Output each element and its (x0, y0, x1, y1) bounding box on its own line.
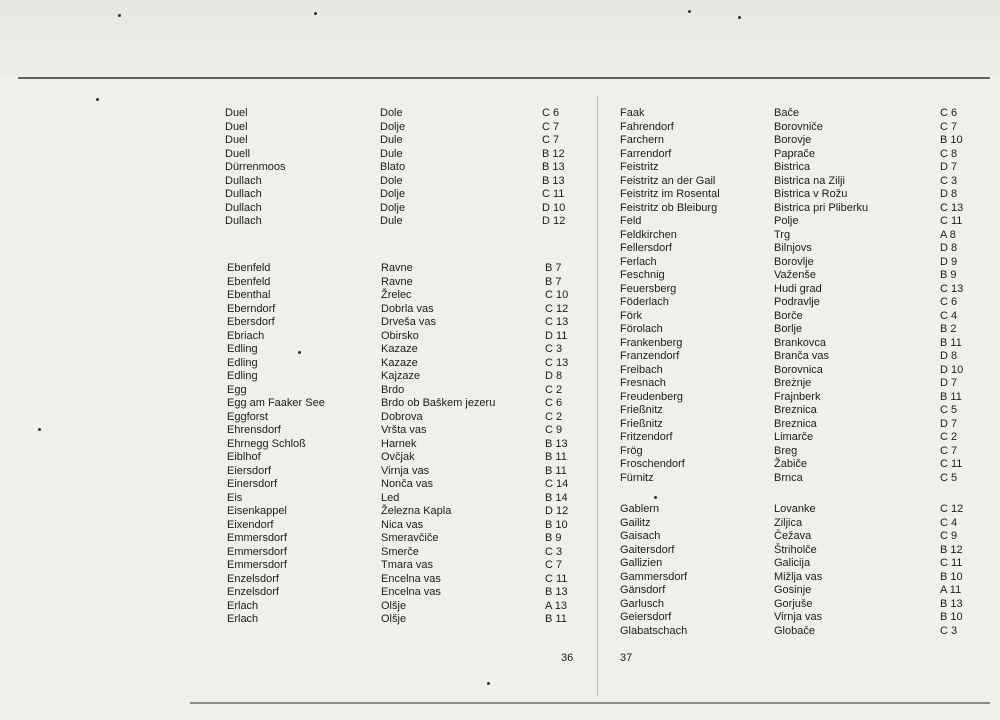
right-slovene-group1 (774, 107, 868, 485)
scan-speck (487, 682, 490, 685)
page-gutter (597, 96, 598, 696)
entry-german: Eiersdorf (227, 464, 272, 477)
entry-grid: B 10 (940, 134, 963, 146)
entry-slovene: Železna Kapla (381, 505, 452, 517)
entry-grid: B 13 (545, 586, 568, 598)
right-grid-group1 (940, 107, 963, 485)
entry-grid: C 3 (545, 545, 563, 558)
entry-german: Geiersdorf (620, 611, 672, 623)
entry-grid: C 7 (542, 120, 560, 133)
entry-grid: B 12 (542, 147, 565, 160)
entry-grid: B 2 (940, 323, 957, 335)
entry-german: Gaisach (620, 530, 661, 542)
entry-slovene: Paprače (774, 147, 815, 160)
entry-german: Emmersdorf (227, 532, 287, 544)
entry-grid: C 7 (542, 134, 560, 146)
entry-slovene: Olšje (381, 599, 407, 612)
entry-slovene: Nonča vas (381, 478, 433, 490)
entry-german: Ebersdorf (227, 316, 275, 328)
entry-grid: C 6 (545, 397, 563, 409)
entry-grid: C 9 (545, 424, 563, 436)
entry-slovene: Limarče (774, 431, 814, 443)
entry-grid: A 11 (940, 584, 962, 596)
entry-slovene: Važenše (774, 269, 816, 281)
entry-grid: C 12 (545, 302, 569, 315)
entry-slovene: Vršta vas (381, 424, 427, 436)
entry-grid: C 13 (940, 201, 964, 214)
entry-slovene: Borovlje (774, 255, 814, 268)
page-top-rule (18, 77, 990, 79)
entry-grid: C 6 (940, 296, 958, 308)
entry-slovene: Podravlje (774, 296, 820, 308)
entry-grid: C 9 (940, 530, 958, 542)
entry-german: Freudenberg (620, 390, 683, 403)
entry-grid: C 6 (940, 107, 958, 119)
entry-slovene: Tmara vas (381, 559, 433, 571)
entry-grid: D 8 (940, 188, 958, 200)
entry-slovene: Štriholče (774, 543, 817, 556)
entry-grid: C 3 (940, 624, 958, 637)
entry-german: Egg (227, 383, 247, 396)
entry-slovene: Smeravčiče (381, 532, 439, 544)
entry-grid: C 11 (542, 188, 565, 200)
entry-german: Edling (227, 370, 258, 382)
entry-slovene: Drveša vas (381, 316, 437, 328)
entry-slovene: Mižlja vas (774, 570, 823, 583)
entry-german: Feld (620, 215, 642, 227)
entry-grid: A 13 (545, 599, 568, 612)
entry-german: Duel (225, 107, 248, 119)
entry-grid: C 13 (940, 282, 964, 295)
entry-german: Erlach (227, 613, 259, 625)
entry-grid: B 7 (545, 262, 562, 274)
entry-grid: D 9 (940, 255, 958, 268)
entry-german: Dullach (225, 174, 262, 187)
entry-german: Emmersdorf (227, 559, 287, 571)
entry-slovene: Smerče (381, 545, 419, 558)
entry-german: Eggforst (227, 410, 268, 423)
scan-speck (738, 16, 741, 19)
entry-grid: B 11 (545, 451, 567, 463)
entry-german: Fahrendorf (620, 120, 674, 133)
entry-grid: C 11 (545, 572, 568, 585)
entry-slovene: Bistrica na Zilji (774, 174, 845, 187)
left-grid-group1 (542, 107, 565, 229)
entry-german: Ehrensdorf (227, 424, 281, 436)
scan-speck (38, 428, 41, 431)
entry-grid: C 4 (940, 516, 958, 529)
entry-german: Ebenfeld (227, 275, 271, 288)
entry-slovene: Polje (774, 215, 799, 227)
entry-german: Eiblhof (227, 451, 261, 463)
entry-german: Eis (227, 491, 243, 504)
entry-grid: B 10 (940, 570, 963, 583)
entry-grid: B 14 (545, 491, 568, 504)
entry-slovene: Žrelec (381, 289, 412, 301)
entry-slovene: Dole (380, 107, 403, 119)
entry-slovene: Borovniče (774, 120, 823, 133)
entry-slovene: Dole (380, 174, 403, 187)
entry-slovene: Branča vas (774, 350, 830, 362)
entry-german: Duel (225, 120, 248, 133)
page-number-left: 36 (561, 652, 574, 664)
entry-slovene: Bistrica pri Pliberku (774, 201, 869, 214)
entry-german: Dullach (225, 201, 262, 214)
entry-german: Fritzendorf (620, 431, 673, 443)
entry-german: Feistritz an der Gail (620, 174, 716, 187)
entry-slovene: Breżnje (774, 377, 812, 389)
page-number-right: 37 (620, 652, 633, 664)
entry-slovene: Virnja vas (774, 611, 823, 623)
entry-slovene: Čežava (774, 530, 812, 542)
entry-slovene: Dobrla vas (381, 302, 434, 315)
entry-grid: B 13 (940, 597, 963, 610)
entry-slovene: Hudi grad (774, 282, 822, 295)
entry-german: Gablern (620, 503, 660, 515)
entry-slovene: Blato (380, 161, 406, 173)
entry-grid: D 12 (542, 215, 566, 227)
entry-grid: C 6 (542, 107, 560, 119)
entry-slovene: Obirsko (381, 329, 419, 342)
entry-german: Garlusch (620, 597, 665, 610)
entry-grid: C 7 (940, 120, 958, 133)
entry-grid: D 8 (940, 350, 958, 362)
entry-slovene: Breznica (774, 404, 817, 416)
entry-grid: D 12 (545, 505, 569, 517)
entry-grid: C 3 (545, 343, 563, 355)
entry-grid: B 9 (940, 269, 957, 281)
entry-german: Eberndorf (227, 302, 276, 315)
entry-slovene: Dule (380, 134, 403, 146)
entry-german: Glabatschach (620, 624, 688, 637)
entry-slovene: Breg (774, 444, 798, 457)
entry-german: Fresnach (620, 377, 666, 389)
entry-slovene: Harnek (381, 437, 417, 450)
entry-grid: B 11 (940, 336, 962, 349)
entry-slovene: Encelna vas (381, 572, 441, 585)
left-german-group1 (225, 107, 286, 229)
entry-slovene: Frajnberk (774, 390, 821, 403)
entry-german: Ebenthal (227, 289, 271, 301)
entry-slovene: Borovnica (774, 363, 823, 376)
entry-slovene: Borlje (774, 323, 803, 335)
entry-grid: D 8 (940, 242, 958, 254)
entry-grid: C 13 (545, 356, 569, 369)
entry-german: Feldkirchen (620, 228, 677, 241)
entry-slovene: Gorjuše (774, 597, 813, 610)
entry-german: Ferlach (620, 255, 657, 268)
entry-grid: B 9 (545, 532, 562, 544)
entry-grid: D 7 (940, 417, 958, 430)
entry-german: Eixendorf (227, 518, 274, 531)
entry-slovene: Žabiče (774, 458, 808, 470)
entry-german: Duel (225, 134, 248, 146)
entry-slovene: Led (381, 491, 400, 504)
entry-german: Enzelsdorf (227, 586, 279, 598)
entry-slovene: Lovanke (774, 503, 816, 515)
entry-slovene: Dule (380, 215, 403, 227)
entry-grid: D 7 (940, 377, 958, 389)
entry-german: Ebenfeld (227, 262, 271, 274)
entry-german: Feistritz ob Bleiburg (620, 201, 718, 214)
entry-grid: C 4 (940, 309, 958, 322)
entry-slovene: Virnja vas (381, 464, 430, 477)
entry-grid: C 5 (940, 471, 958, 484)
entry-slovene: Borovje (774, 134, 812, 146)
entry-german: Gammersdorf (620, 570, 688, 583)
entry-german: Feistritz im Rosental (620, 188, 720, 200)
right-grid-group2 (940, 503, 963, 638)
entry-grid: B 12 (940, 543, 963, 556)
entry-german: Fürnitz (620, 471, 654, 484)
entry-german: Fellersdorf (620, 242, 672, 254)
entry-slovene: Gosinje (774, 584, 812, 596)
entry-slovene: Galicija (774, 557, 811, 569)
entry-slovene: Brdo ob Baškem jezeru (381, 397, 496, 409)
entry-german: Frankenberg (620, 336, 683, 349)
entry-german: Faak (620, 107, 645, 119)
entry-german: Einersdorf (227, 478, 278, 490)
entry-grid: B 13 (542, 161, 565, 173)
entry-grid: C 14 (545, 478, 569, 490)
scan-speck (118, 14, 121, 17)
entry-grid: B 13 (542, 174, 565, 187)
entry-german: Edling (227, 356, 258, 369)
entry-grid: B 10 (545, 518, 568, 531)
entry-slovene: Kajzaze (381, 370, 421, 382)
entry-slovene: Bistrica v Rožu (774, 188, 848, 200)
entry-grid: D 10 (940, 363, 964, 376)
right-german-group1 (620, 107, 720, 485)
entry-grid: C 10 (545, 289, 569, 301)
entry-grid: B 10 (940, 611, 963, 623)
entry-grid: C 7 (545, 559, 563, 571)
entry-grid: C 8 (940, 147, 958, 160)
entry-german: Egg am Faaker See (227, 397, 325, 409)
entry-grid: C 11 (940, 557, 963, 569)
entry-slovene: Dolje (380, 188, 406, 200)
entry-german: Freibach (620, 363, 663, 376)
entry-german: Ebriach (227, 329, 265, 342)
entry-german: Gallizien (620, 557, 663, 569)
entry-slovene: Nica vas (381, 518, 424, 531)
entry-grid: C 11 (940, 458, 963, 470)
entry-slovene: Dobrova (381, 410, 423, 423)
entry-german: Frießnitz (620, 404, 663, 416)
entry-grid: C 12 (940, 503, 964, 515)
entry-grid: C 3 (940, 174, 958, 187)
scan-speck (654, 496, 657, 499)
entry-german: Frög (620, 444, 643, 457)
entry-german: Ehrnegg Schloß (227, 437, 306, 450)
entry-slovene: Bistrica (774, 161, 811, 173)
entry-slovene: Bilnjovs (774, 242, 812, 254)
entry-slovene: Bače (774, 107, 800, 119)
entry-grid: C 11 (940, 215, 963, 227)
scan-speck (314, 12, 317, 15)
entry-german: Dullach (225, 215, 262, 227)
entry-slovene: Dolje (380, 120, 406, 133)
entry-german: Dürrenmoos (225, 161, 286, 173)
entry-grid: D 10 (542, 201, 566, 214)
entry-slovene: Brnca (774, 471, 803, 484)
entry-grid: D 7 (940, 161, 958, 173)
right-german-group2 (620, 503, 687, 638)
entry-grid: D 11 (545, 329, 568, 342)
entry-german: Feuersberg (620, 282, 677, 295)
entry-slovene: Breznica (774, 417, 817, 430)
entry-slovene: Dule (380, 147, 403, 160)
entry-german: Feistritz (620, 161, 659, 173)
scan-speck (96, 98, 99, 101)
entry-slovene: Kazaze (381, 356, 418, 369)
entry-slovene: Globače (774, 624, 815, 637)
entry-german: Gänsdorf (620, 584, 666, 596)
entry-grid: B 13 (545, 437, 568, 450)
scan-speck (688, 10, 691, 13)
entry-slovene: Olšje (381, 613, 407, 625)
entry-grid: B 7 (545, 275, 562, 288)
entry-grid: C 2 (545, 410, 563, 423)
entry-german: Enzelsdorf (227, 572, 279, 585)
entry-grid: D 8 (545, 370, 563, 382)
entry-slovene: Ravne (381, 275, 413, 288)
left-slovene-group1 (380, 107, 405, 229)
entry-slovene: Borče (774, 309, 803, 322)
right-slovene-group2 (774, 503, 822, 638)
entry-german: Erlach (227, 599, 259, 612)
entry-german: Froschendorf (620, 458, 685, 470)
entry-german: Gailitz (620, 516, 651, 529)
entry-german: Franzendorf (620, 350, 680, 362)
entry-german: Duell (225, 147, 251, 160)
left-grid-group2 (545, 262, 568, 627)
entry-german: Edling (227, 343, 258, 355)
entry-german: Frießnitz (620, 417, 663, 430)
entry-slovene: Brankovca (774, 336, 826, 349)
entry-german: Förolach (620, 323, 663, 335)
entry-german: Farrendorf (620, 147, 672, 160)
entry-grid: B 11 (545, 613, 567, 625)
entry-grid: C 2 (940, 431, 958, 443)
entry-slovene: Kazaze (381, 343, 418, 355)
entry-german: Gaitersdorf (620, 543, 675, 556)
entry-german: Feschnig (620, 269, 665, 281)
entry-grid: C 5 (940, 404, 958, 416)
left-slovene-group2 (381, 262, 495, 627)
entry-grid: C 7 (940, 444, 958, 457)
left-german-group2 (227, 262, 325, 627)
entry-german: Föderlach (620, 296, 669, 308)
entry-slovene: Trg (774, 228, 791, 241)
entry-grid: B 11 (940, 390, 962, 403)
entry-grid: B 11 (545, 464, 567, 477)
entry-slovene: Ravne (381, 262, 413, 274)
entry-slovene: Encelna vas (381, 586, 441, 598)
entry-grid: C 2 (545, 383, 563, 396)
scan-top-margin (0, 0, 1000, 78)
entry-german: Dullach (225, 188, 262, 200)
entry-grid: A 8 (940, 228, 956, 241)
entry-slovene: Brdo (381, 383, 405, 396)
page-bottom-rule (190, 702, 990, 704)
entry-grid: C 13 (545, 316, 569, 328)
entry-slovene: Ziljica (774, 516, 803, 529)
entry-german: Eisenkappel (227, 505, 287, 517)
entry-german: Förk (620, 309, 642, 322)
entry-slovene: Dolje (380, 201, 406, 214)
entry-slovene: Ovčjak (381, 451, 415, 463)
entry-german: Emmersdorf (227, 545, 287, 558)
entry-german: Farchern (620, 134, 665, 146)
